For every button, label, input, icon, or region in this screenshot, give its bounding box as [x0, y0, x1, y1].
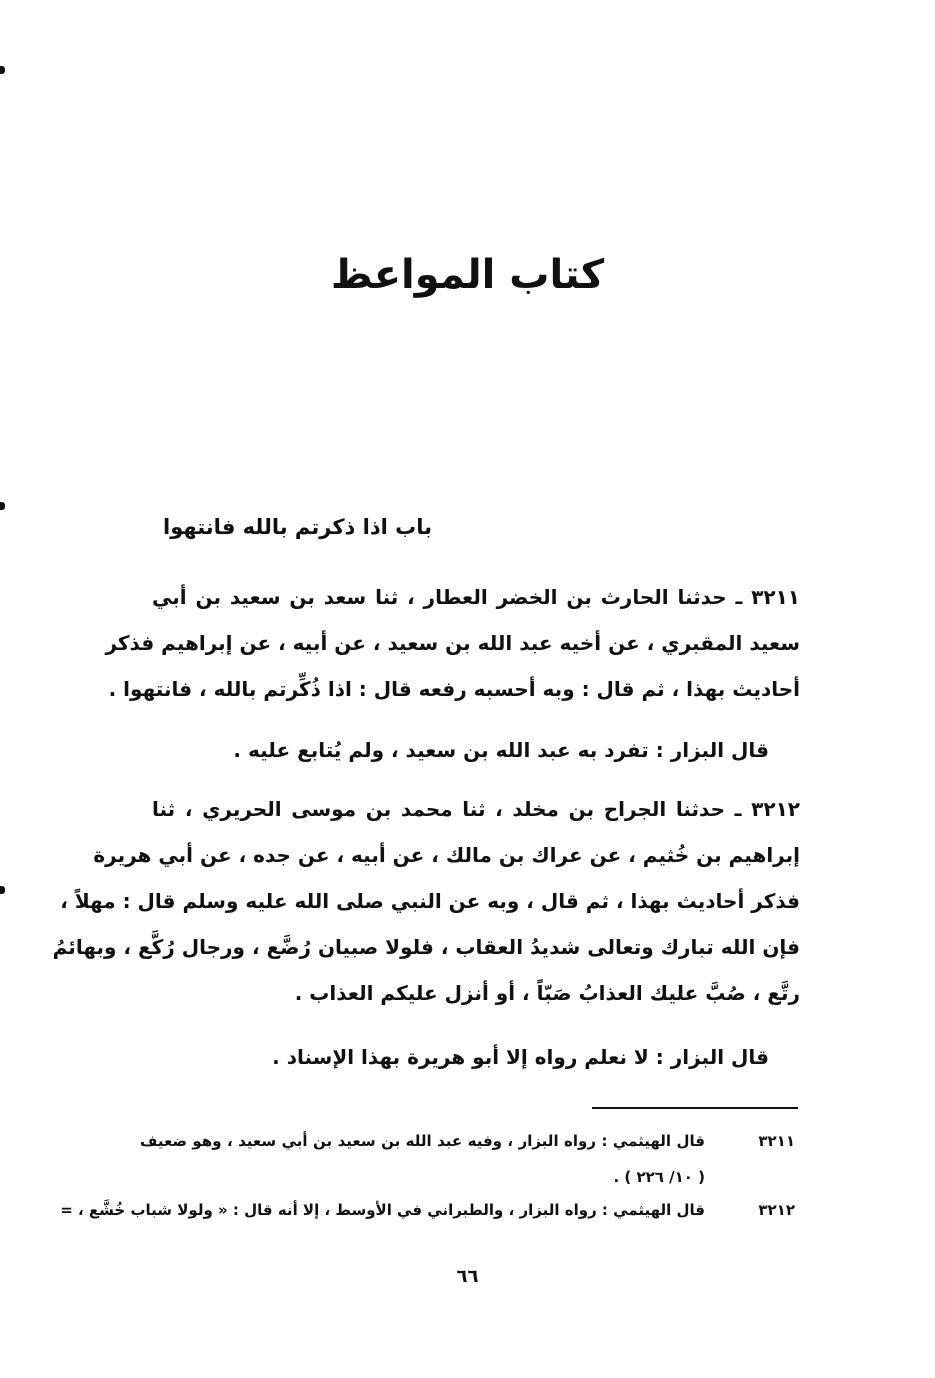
- footnote-3212: [60, 1201, 795, 1223]
- hadith-line: رتَّع ، صُبَّ عليك العذابُ صَبّاً ، أو أنزل عليكم العذاب .: [294, 981, 800, 1005]
- footnote-number: ٣٢١١: [758, 1132, 795, 1150]
- footnote-3211: [140, 1132, 795, 1154]
- bazzar-note-3212: قال البزار : لا نعلم رواه إلا أبو هريرة بهذا الإسناد .: [272, 1045, 769, 1069]
- margin-binding-mark: [0, 886, 5, 894]
- page-number: ٦٦: [456, 1266, 479, 1287]
- margin-binding-mark: [0, 502, 5, 510]
- hadith-line: سعيد المقبري ، عن أخيه عبد الله بن سعيد ، عن أبيه ، عن إبراهيم فذكر: [105, 631, 800, 655]
- footnote-number: ٣٢١٢: [758, 1201, 795, 1219]
- chapter-heading: باب اذا ذكرتم بالله فانتهوا: [163, 515, 432, 539]
- bazzar-note-3211: قال البزار : تفرد به عبد الله بن سعيد ، ولم يُتابع عليه .: [233, 738, 769, 762]
- hadith-line: ٣٢١١ ـ حدثنا الحارث بن الخضر العطار ، ثنا سعد بن سعيد بن أبي: [152, 585, 800, 609]
- hadith-line: فذكر أحاديث بهذا ، ثم قال ، وبه عن النبي صلى الله عليه وسلم قال : مهلاً ،: [60, 889, 800, 913]
- hadith-3211-text: [105, 574, 800, 712]
- footnote-text: ( ١٠/ ٢٢٦ ) .: [613, 1168, 705, 1186]
- margin-binding-mark: [0, 66, 5, 74]
- hadith-line: إبراهيم بن خُثيم ، عن عراك بن مالك ، عن أبيه ، عن جده ، عن أبي هريرة: [93, 843, 800, 867]
- hadith-3212-text: [52, 786, 800, 1016]
- hadith-line: ٣٢١٢ ـ حدثنا الجراح بن مخلد ، ثنا محمد بن موسى الحريري ، ثنا: [152, 797, 800, 821]
- footnote-separator: [592, 1107, 798, 1109]
- footnote-3211-continued: [140, 1168, 795, 1190]
- hadith-line: فإن الله تبارك وتعالى شديدُ العقاب ، فلولا صبيان رُضَّع ، ورجال رُكَّع ، وبهائمُ: [52, 935, 800, 959]
- book-title: كتاب المواعظ: [330, 252, 605, 298]
- footnote-text: قال الهيثمي : رواه البزار ، وفيه عبد الله بن سعيد بن أبي سعيد ، وهو ضعيف: [140, 1132, 705, 1150]
- hadith-line: أحاديث بهذا ، ثم قال : وبه أحسبه رفعه قال : اذا ذُكِّرتم بالله ، فانتهوا .: [108, 677, 800, 701]
- footnote-text: قال الهيثمي : رواه البزار ، والطبراني في الأوسط ، إلا أنه قال : « ولولا شباب خُشَّع ، =: [60, 1201, 705, 1219]
